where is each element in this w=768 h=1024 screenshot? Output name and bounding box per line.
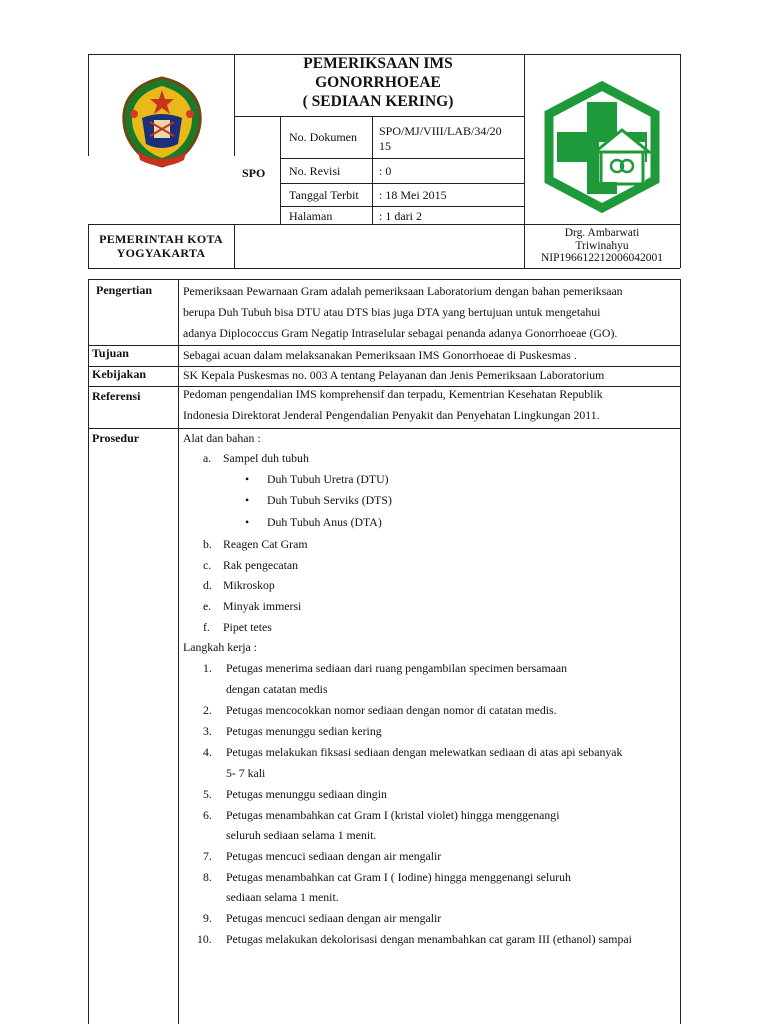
alat-marker: f. [203,620,210,634]
alat-marker: c. [203,558,212,572]
step-text: 5- 7 kali [226,766,266,780]
institution-line: PEMERINTAH KOTA [99,232,223,246]
step-number: 8. [203,870,212,884]
section-label-referensi: Referensi [92,389,141,403]
alat-heading: Alat dan bahan : [183,431,261,445]
text-line: Pemeriksaan Pewarnaan Gram adalah pemeriksaan Laboratorium dengan bahan pemeriksaan [183,284,623,298]
alat-item: Reagen Cat Gram [223,537,308,551]
text-line: berupa Duh Tubuh bisa DTU atau DTS bias juga DTA yang bertujuan untuk mengetahui [183,305,601,319]
alat-marker: b. [203,537,212,551]
institution-name [88,232,234,260]
step-text: sediaan selama 1 menit. [226,890,339,904]
field-label-no-dokumen: No. Dokumen [289,130,357,144]
field-value-no-revisi: : 0 [379,164,392,178]
step-number: 1. [203,661,212,675]
step-text: Petugas mencuci sediaan dengan air mengalir [226,849,442,863]
section-label-prosedur: Prosedur [92,431,140,445]
alat-item: Pipet tetes [223,620,272,634]
text-line: Indonesia Direktorat Jenderal Pengendalian Penyakit dan Penyehatan Lingkungan 2011. [183,408,600,422]
bullet-marker: • [245,472,250,486]
step-text: Petugas menambahkan cat Gram I (kristal violet) hingga menggenangi [226,808,560,822]
signatory-line: Triwinahyu [575,239,629,252]
bullet-marker: • [245,493,250,507]
alat-item: Rak pengecatan [223,558,299,572]
step-text: Petugas mencocokkan nomor sediaan dengan nomor di catatan medis. [226,703,557,717]
field-value-halaman: : 1 dari 2 [379,209,422,223]
step-number: 2. [203,703,212,717]
alat-subitem: Duh Tubuh Uretra (DTU) [267,472,389,486]
alat-marker: a. [203,451,212,465]
step-number: 4. [203,745,212,759]
signatory-line: Drg. Ambarwati [564,227,640,239]
alat-item: Sampel duh tubuh [223,451,309,465]
yogyakarta-emblem-icon [120,74,204,170]
step-text: seluruh sediaan selama 1 menit. [226,828,377,842]
alat-subitem: Duh Tubuh Anus (DTA) [267,515,382,529]
section-label-tujuan: Tujuan [92,346,129,360]
field-value-line: SPO/MJ/VIII/LAB/34/20 [379,124,502,138]
step-number: 10. [197,932,212,946]
document-title [234,54,522,111]
step-text: Petugas menunggu sediaan dingin [226,787,387,801]
spo-label: SPO [242,166,266,180]
field-value-line: 15 [379,139,391,153]
alat-marker: e. [203,599,212,613]
alat-item: Minyak immersi [223,599,302,613]
bullet-marker: • [245,515,250,529]
text-line: Pedoman pengendalian IMS komprehensif dan terpadu, Kementrian Kesehatan Republik [183,387,603,401]
puskesmas-logo-icon [535,80,669,214]
section-text-tujuan: Sebagai acuan dalam melaksanakan Pemeriksaan IMS Gonorrhoeae di Puskesmas . [183,348,577,362]
step-text: Petugas menunggu sedian kering [226,724,382,738]
step-number: 7. [203,849,212,863]
signatory [524,227,680,265]
field-value-no-dokumen [379,124,502,154]
title-line-1: PEMERIKSAAN IMS [303,55,453,72]
step-text: Petugas melakukan fiksasi sediaan dengan melewatkan sediaan di atas api sebanyak [226,745,623,759]
field-label-no-revisi: No. Revisi [289,164,341,178]
field-value-tanggal-terbit: : 18 Mei 2015 [379,188,447,202]
section-text-referensi [183,384,603,426]
section-label-kebijakan: Kebijakan [92,367,147,381]
title-line-2: GONORRHOEAE [315,74,441,91]
alat-item: Mikroskop [223,578,275,592]
step-text: dengan catatan medis [226,682,328,696]
alat-marker: d. [203,578,212,592]
field-label-halaman: Halaman [289,209,333,223]
institution-line: YOGYAKARTA [116,246,206,260]
step-text: Petugas mencuci sediaan dengan air mengalir [226,911,442,925]
step-number: 6. [203,808,212,822]
text-line: adanya Diplococcus Gram Negatip Intraselular sebagai penanda adanya Gonorrhoeae (GO). [183,326,618,340]
step-text: Petugas menambahkan cat Gram I ( Iodine) hingga menggenangi seluruh [226,870,571,884]
title-line-3: ( SEDIAAN KERING) [302,93,454,110]
step-number: 3. [203,724,212,738]
section-text-pengertian [183,281,623,344]
step-text: Petugas melakukan dekolorisasi dengan menambahkan cat garam III (ethanol) sampai [226,932,632,946]
step-number: 5. [203,787,212,801]
step-text: Petugas menerima sediaan dari ruang pengambilan specimen bersamaan [226,661,567,675]
alat-subitem: Duh Tubuh Serviks (DTS) [267,493,392,507]
langkah-heading: Langkah kerja : [183,640,258,654]
section-label-pengertian: Pengertian [96,283,152,297]
signatory-line: NIP196612212006042001 [540,252,664,264]
section-text-kebijakan: SK Kepala Puskesmas no. 003 A tentang Pelayanan dan Jenis Pemeriksaan Laboratorium [183,368,605,382]
step-number: 9. [203,911,212,925]
field-label-tanggal-terbit: Tanggal Terbit [289,188,359,202]
